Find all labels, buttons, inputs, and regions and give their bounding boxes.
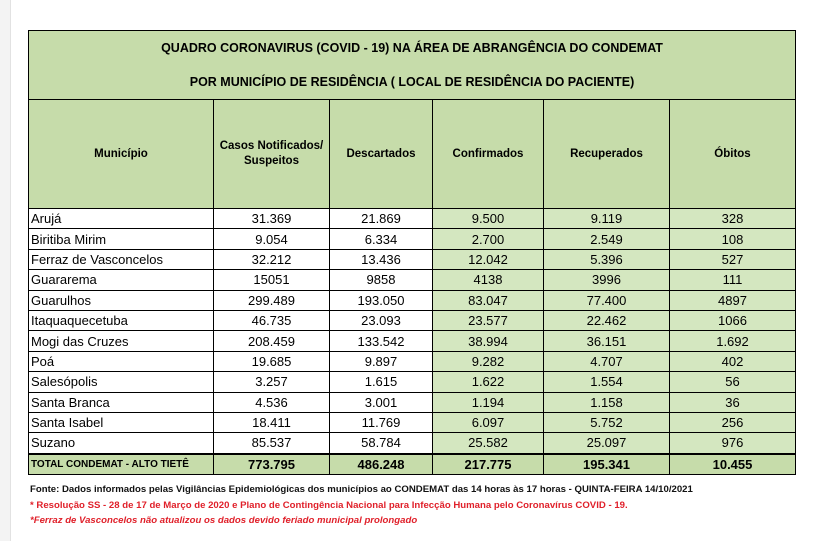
cell-confirmados: 1.622 xyxy=(433,372,544,392)
table-row xyxy=(29,331,796,351)
header-confirmados: Confirmados xyxy=(433,100,544,209)
cell-recuperados: 77.400 xyxy=(544,290,670,310)
header-casos-line2: Suspeitos xyxy=(244,155,299,167)
table-row xyxy=(29,229,796,249)
page-edge xyxy=(0,0,11,541)
total-recuperados: 195.341 xyxy=(544,454,670,475)
cell-casos: 9.054 xyxy=(214,229,330,249)
header-casos-line1: Casos Notificados/ xyxy=(219,140,324,152)
cell-municipio: Arujá xyxy=(29,209,214,229)
cell-casos: 31.369 xyxy=(214,209,330,229)
cell-recuperados: 22.462 xyxy=(544,310,670,330)
cell-recuperados: 36.151 xyxy=(544,331,670,351)
cell-municipio: Santa Branca xyxy=(29,392,214,412)
cell-recuperados: 5.752 xyxy=(544,412,670,432)
cell-casos: 85.537 xyxy=(214,433,330,454)
cell-descartados: 58.784 xyxy=(330,433,433,454)
cell-municipio: Poá xyxy=(29,351,214,371)
header-obitos: Óbitos xyxy=(670,100,796,209)
cell-casos: 299.489 xyxy=(214,290,330,310)
table-title-line2: POR MUNICÍPIO DE RESIDÊNCIA ( LOCAL DE RESIDÊNCIA DO PACIENTE) xyxy=(29,65,796,100)
table-row xyxy=(29,351,796,371)
cell-confirmados: 38.994 xyxy=(433,331,544,351)
cell-recuperados: 1.158 xyxy=(544,392,670,412)
table-row xyxy=(29,290,796,310)
cell-obitos: 4897 xyxy=(670,290,796,310)
cell-obitos: 527 xyxy=(670,249,796,269)
total-obitos: 10.455 xyxy=(670,454,796,475)
cell-casos: 3.257 xyxy=(214,372,330,392)
cell-descartados: 23.093 xyxy=(330,310,433,330)
cell-descartados: 21.869 xyxy=(330,209,433,229)
cell-municipio: Santa Isabel xyxy=(29,412,214,432)
cell-obitos: 402 xyxy=(670,351,796,371)
cell-obitos: 108 xyxy=(670,229,796,249)
cell-confirmados: 23.577 xyxy=(433,310,544,330)
cell-confirmados: 12.042 xyxy=(433,249,544,269)
cell-obitos: 36 xyxy=(670,392,796,412)
cell-obitos: 976 xyxy=(670,433,796,454)
table-body xyxy=(29,209,796,454)
total-confirmados: 217.775 xyxy=(433,454,544,475)
cell-confirmados: 25.582 xyxy=(433,433,544,454)
cell-recuperados: 4.707 xyxy=(544,351,670,371)
table-row xyxy=(29,270,796,290)
cell-obitos: 111 xyxy=(670,270,796,290)
cell-municipio: Suzano xyxy=(29,433,214,454)
cell-descartados: 133.542 xyxy=(330,331,433,351)
cell-casos: 18.411 xyxy=(214,412,330,432)
cell-obitos: 328 xyxy=(670,209,796,229)
cell-recuperados: 9.119 xyxy=(544,209,670,229)
table-row xyxy=(29,412,796,432)
cell-municipio: Salesópolis xyxy=(29,372,214,392)
cell-confirmados: 9.500 xyxy=(433,209,544,229)
cell-casos: 4.536 xyxy=(214,392,330,412)
cell-confirmados: 9.282 xyxy=(433,351,544,371)
table-row xyxy=(29,392,796,412)
cell-obitos: 1.692 xyxy=(670,331,796,351)
cell-confirmados: 83.047 xyxy=(433,290,544,310)
cell-confirmados: 6.097 xyxy=(433,412,544,432)
cell-municipio: Guarulhos xyxy=(29,290,214,310)
cell-descartados: 3.001 xyxy=(330,392,433,412)
cell-descartados: 1.615 xyxy=(330,372,433,392)
header-descartados: Descartados xyxy=(330,100,433,209)
covid-table xyxy=(28,30,796,475)
cell-confirmados: 4138 xyxy=(433,270,544,290)
cell-descartados: 13.436 xyxy=(330,249,433,269)
total-label: TOTAL CONDEMAT - ALTO TIETÊ xyxy=(29,454,214,475)
cell-obitos: 1066 xyxy=(670,310,796,330)
table-row xyxy=(29,310,796,330)
cell-municipio: Guararema xyxy=(29,270,214,290)
cell-recuperados: 3996 xyxy=(544,270,670,290)
cell-casos: 46.735 xyxy=(214,310,330,330)
total-descartados: 486.248 xyxy=(330,454,433,475)
cell-recuperados: 5.396 xyxy=(544,249,670,269)
header-casos xyxy=(214,100,330,209)
footnotes xyxy=(30,482,820,529)
cell-municipio: Itaquaquecetuba xyxy=(29,310,214,330)
table-row xyxy=(29,209,796,229)
cell-casos: 19.685 xyxy=(214,351,330,371)
source-note: Fonte: Dados informados pelas Vigilâncias Epidemiológicas dos municípios ao CONDEMAT das 14 horas às 17 horas - QUINTA-FEIRA 14/10/2021 xyxy=(30,484,693,495)
cell-obitos: 56 xyxy=(670,372,796,392)
cell-descartados: 9858 xyxy=(330,270,433,290)
column-header-row xyxy=(29,100,796,209)
cell-recuperados: 25.097 xyxy=(544,433,670,454)
table-row xyxy=(29,249,796,269)
cell-confirmados: 2.700 xyxy=(433,229,544,249)
cell-descartados: 193.050 xyxy=(330,290,433,310)
cell-confirmados: 1.194 xyxy=(433,392,544,412)
cell-casos: 208.459 xyxy=(214,331,330,351)
resolution-note: * Resolução SS - 28 de 17 de Março de 2020 e Plano de Contingência Nacional para Infecção Humana pelo Coronavírus COVID - 19. xyxy=(30,499,628,511)
cell-recuperados: 2.549 xyxy=(544,229,670,249)
cell-casos: 32.212 xyxy=(214,249,330,269)
table-title-line1: QUADRO CORONAVIRUS (COVID - 19) NA ÁREA DE ABRANGÊNCIA DO CONDEMAT xyxy=(29,31,796,66)
cell-obitos: 256 xyxy=(670,412,796,432)
header-municipio: Município xyxy=(29,100,214,209)
cell-descartados: 9.897 xyxy=(330,351,433,371)
table-row xyxy=(29,433,796,454)
cell-municipio: Ferraz de Vasconcelos xyxy=(29,249,214,269)
cell-descartados: 11.769 xyxy=(330,412,433,432)
cell-municipio: Mogi das Cruzes xyxy=(29,331,214,351)
cell-casos: 15051 xyxy=(214,270,330,290)
condemat-table-wrapper xyxy=(28,30,795,475)
total-casos: 773.795 xyxy=(214,454,330,475)
cell-descartados: 6.334 xyxy=(330,229,433,249)
header-recuperados: Recuperados xyxy=(544,100,670,209)
cell-recuperados: 1.554 xyxy=(544,372,670,392)
ferraz-note: *Ferraz de Vasconcelos não atualizou os dados devido feriado municipal prolongado xyxy=(30,515,418,526)
cell-municipio: Biritiba Mirim xyxy=(29,229,214,249)
total-row xyxy=(29,454,796,475)
table-row xyxy=(29,372,796,392)
